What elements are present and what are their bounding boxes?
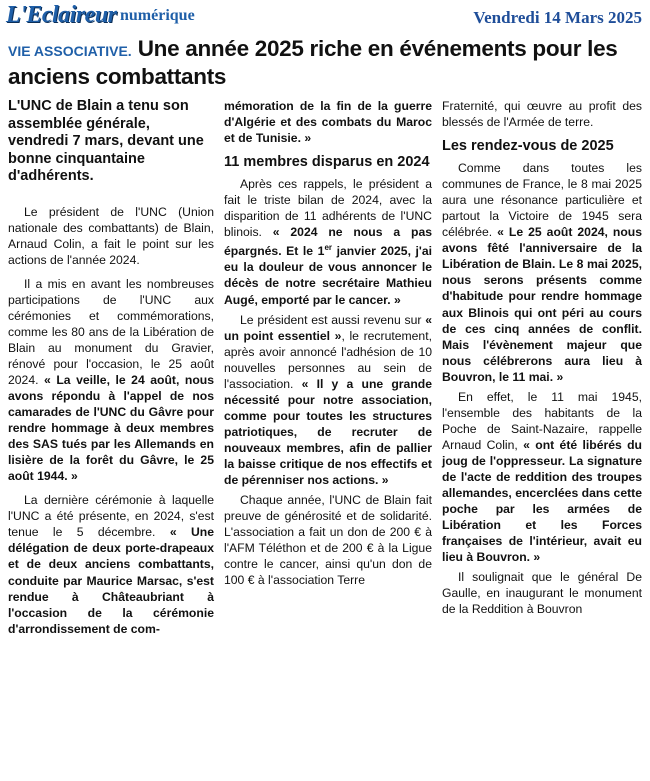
paragraph-text: Après ces rappels, le président a fait le triste bilan de 2024, avec la disparition de 11 adhérents de l'UNC blinois. — [224, 177, 432, 240]
article-lead: L'UNC de Blain a tenu son assemblée générale, vendredi 7 mars, devant une bonne cinquantaine d'adhérents. — [8, 98, 204, 184]
quote: « Il y a une grande nécessité pour notre association, comme pour toutes les structures patriotiques, de recruter de nouveaux membres, afin de pallier la baisse critique de nos effectifs et de pérenniser nos actions. » — [224, 376, 432, 488]
section-heading: Les rendez-vous de 2025 — [442, 138, 614, 155]
paragraph-text: Le président est aussi revenu sur — [240, 312, 426, 327]
paragraph — [8, 492, 214, 636]
paragraph — [442, 389, 642, 566]
issue-date: Vendredi 14 Mars 2025 — [473, 8, 642, 27]
paragraph — [224, 312, 432, 489]
quote: « un point essentiel » — [224, 312, 432, 343]
paragraph-text: Fraternité, qui œuvre au profit des blessés de l'Armée de terre. — [442, 99, 642, 130]
paragraph-text: En effet, le 11 mai 1945, l'ensemble des habitants de la Poche de Saint-Nazaire, rappelle Arnaud Colin, — [442, 389, 642, 452]
paragraph-text: Il a mis en avant les nombreuses participations de l'UNC aux cérémonies et commémorations, comme les 80 ans de la Libération de Blain au monument du Gravier, rénové pour l'occasion, le 25 août 2024. — [8, 276, 214, 387]
quote: « Le 25 août 2024, nous avons fêté l'anniversaire de la Libération de Blain. Le 8 mai 2025, nous serons présents comme d'habitude pour rendre hommage aux Blinois qui ont péri au cours de ces cinq années de conflit. Mais l'évènement majeur que nous célébrerons aura lieu à Bouvron, le 11 mai. » — [442, 225, 642, 384]
paragraph-text: Il soulignait que le général De Gaulle, en inaugurant le monument de la Reddition à Bouvron — [442, 570, 642, 617]
quote: mémoration de la fin de la guerre d'Algérie et des combats du Maroc et de Tunisie. » — [224, 99, 432, 146]
article-column-3 — [442, 98, 642, 617]
paragraph — [224, 492, 432, 588]
article-column-1 — [8, 98, 214, 637]
article-title: Une année 2025 riche en événements pour les anciens combattants — [8, 36, 618, 89]
newspaper-logo: L'Eclaireur — [6, 2, 117, 28]
paragraph — [8, 276, 214, 485]
paragraph-text: Le président de l'UNC (Union nationale des combattants) de Blain, Arnaud Colin, a fait le point sur les actions de l'année 2024. — [8, 204, 214, 267]
quote: « 2024 ne nous a pas épargnés. Et le 1er janvier 2025, j'ai eu la douleur de vous annoncer le décès de notre secrétaire Mathieu Augé, emporté par le cancer. » — [224, 225, 432, 307]
newspaper-logo-subtitle: numérique — [120, 7, 195, 24]
paragraph-text: Comme dans toutes les communes de France, le 8 mai 2025 aura une résonance particulière et partout la Victoire de 1945 sera célébrée. — [442, 161, 642, 240]
paragraph — [224, 98, 432, 146]
paragraph — [442, 98, 642, 130]
quote: « Une délégation de deux porte-drapeaux et de deux anciens combattants, conduite par Maurice Marsac, s'est rendue à Châteaubriant à l'occasion de la cérémonie d'arrondissement de com- — [8, 525, 214, 636]
paragraph-text: , le recrutement, après avoir annoncé l'adhésion de 10 nouvelles personnes au sein de l'association. — [224, 328, 432, 391]
masthead — [4, 2, 646, 32]
section-heading: 11 membres disparus en 2024 — [224, 154, 430, 171]
paragraph — [8, 204, 214, 268]
article-column-2 — [224, 98, 432, 588]
paragraph — [442, 569, 642, 617]
quote: « ont été libérés du joug de l'oppresseur. La signature de l'acte de reddition des troupes allemandes, encerclées dans cette poche par les armées de Libération et les Forces françaises de l'intérieur, avait eu lieu à Bouvron. » — [442, 437, 643, 565]
paragraph — [224, 176, 432, 307]
paragraph-text: La dernière cérémonie à laquelle l'UNC a été présente, en 2024, s'est tenue le 5 décembre. — [8, 493, 214, 540]
paragraph-text: Chaque année, l'UNC de Blain fait preuve de générosité et de solidarité. L'association a fait un don de 200 € à l'AFM Téléthon et de 200 € à la Ligue contre le cancer, ainsi qu'un don de 100 € à l'association Terre — [224, 493, 432, 588]
article-rubric: VIE ASSOCIATIVE. — [8, 43, 132, 59]
article-headline — [8, 36, 644, 90]
paragraph — [442, 160, 642, 385]
quote: « La veille, le 24 août, nous avons répondu à l'appel de nos camarades de l'UNC du Gâvre pour rendre hommage à deux membres des SAS tués par les Allemands en lisière de la forêt du Gâvre, le 25 août 1944. » — [8, 372, 215, 484]
